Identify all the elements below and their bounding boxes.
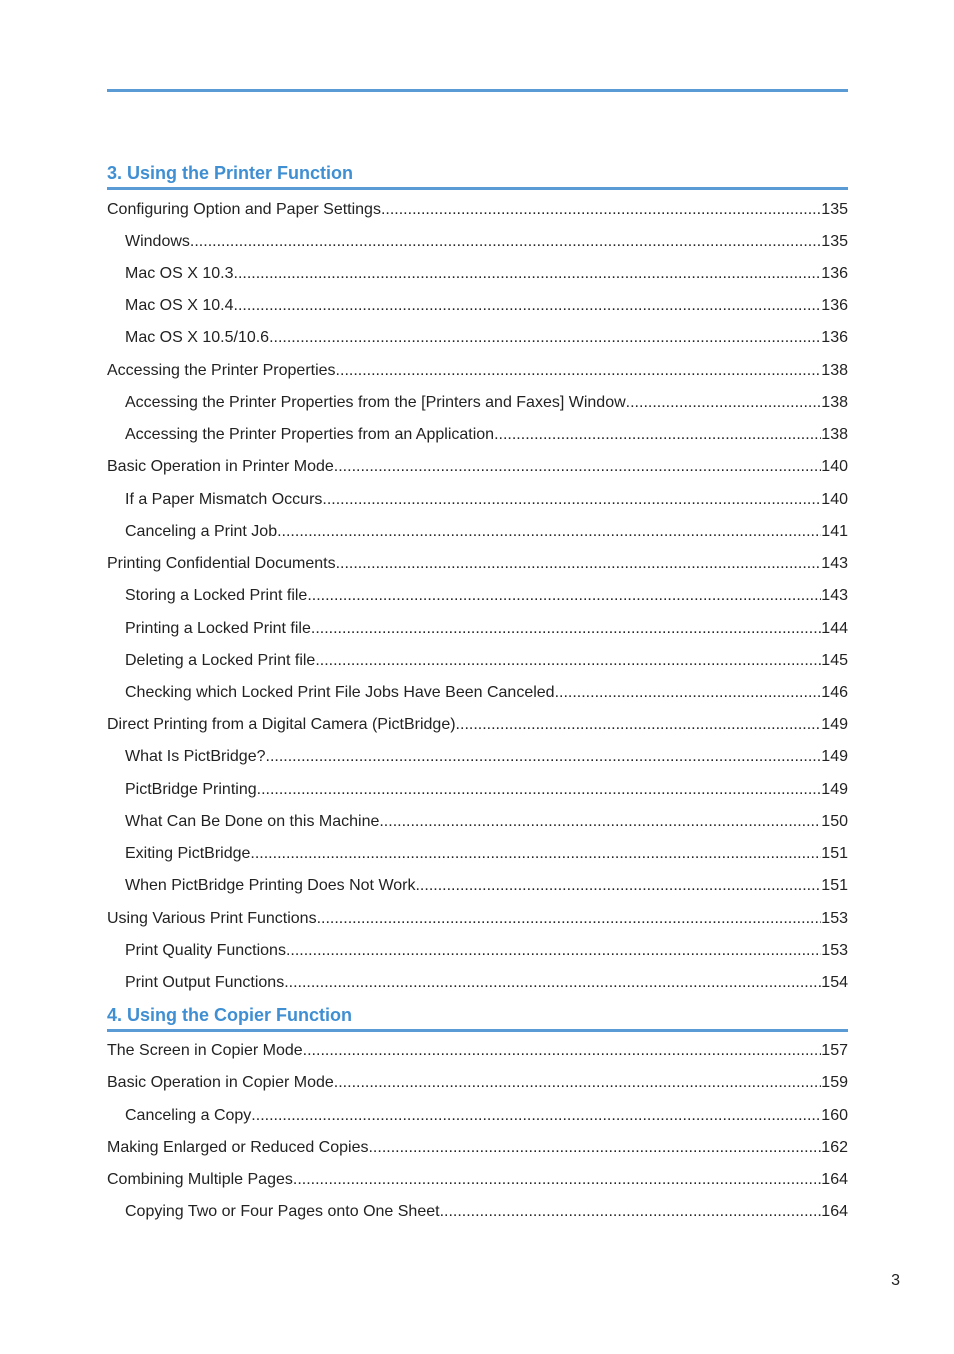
dot-leader: [286, 940, 821, 962]
toc-entry[interactable]: [125, 489, 848, 511]
toc-entry-label: Deleting a Locked Print file: [125, 652, 316, 669]
toc-entry-page: 149: [821, 781, 848, 798]
toc-entry-label: Exiting PictBridge: [125, 845, 251, 862]
toc-entry-page: 159: [821, 1074, 848, 1091]
toc-entry-page: 145: [821, 652, 848, 669]
toc-entry-label: Mac OS X 10.3: [125, 265, 234, 282]
toc-entry-label: Direct Printing from a Digital Camera (PictBridge): [107, 716, 456, 733]
dot-leader: [336, 553, 822, 575]
dot-leader: [251, 1105, 821, 1127]
toc-entry-label: Configuring Option and Paper Settings: [107, 201, 381, 218]
toc-entry[interactable]: [107, 199, 848, 221]
toc-entry-label: PictBridge Printing: [125, 781, 257, 798]
toc-entry-label: Copying Two or Four Pages onto One Sheet: [125, 1203, 440, 1220]
top-rule: [107, 89, 848, 92]
toc-entry-label: Making Enlarged or Reduced Copies: [107, 1139, 369, 1156]
toc-entry-page: 143: [821, 555, 848, 572]
toc-entry[interactable]: [125, 392, 848, 414]
toc-entry[interactable]: [125, 843, 848, 865]
toc-entry[interactable]: [125, 327, 848, 349]
section-rule: [107, 1029, 848, 1032]
toc-entry-label: When PictBridge Printing Does Not Work: [125, 877, 416, 894]
toc-entry-label: Print Output Functions: [125, 974, 285, 991]
toc-entry-page: 160: [821, 1107, 848, 1124]
dot-leader: [293, 1169, 821, 1191]
toc-entry-label: Mac OS X 10.5/10.6: [125, 329, 270, 346]
toc-entry[interactable]: [125, 263, 848, 285]
toc-entry-page: 157: [821, 1042, 848, 1059]
toc-entry-page: 151: [821, 845, 848, 862]
toc-entry[interactable]: [107, 456, 848, 478]
toc-entry-page: 135: [821, 233, 848, 250]
toc-entry[interactable]: [125, 1201, 848, 1223]
section-heading-printer[interactable]: [107, 158, 848, 190]
dot-leader: [303, 1040, 822, 1062]
toc-entry-label: Canceling a Print Job: [125, 523, 278, 540]
dot-leader: [284, 972, 821, 994]
dot-leader: [257, 779, 822, 801]
toc-entry[interactable]: [125, 618, 848, 640]
dot-leader: [250, 843, 821, 865]
toc-entry-label: Mac OS X 10.4: [125, 297, 234, 314]
toc-entry-page: 162: [821, 1139, 848, 1156]
toc-entry-label: Accessing the Printer Properties: [107, 362, 336, 379]
dot-leader: [494, 424, 821, 446]
dot-leader: [269, 327, 821, 349]
dot-leader: [317, 908, 822, 930]
dot-leader: [336, 360, 822, 382]
dot-leader: [234, 295, 822, 317]
toc-entry-label: Accessing the Printer Properties from an Application: [125, 426, 495, 443]
toc-entry[interactable]: [125, 746, 848, 768]
toc-entry-page: 140: [821, 458, 848, 475]
toc-entry[interactable]: [125, 682, 848, 704]
toc-entry-page: 150: [821, 813, 848, 830]
section-rule: [107, 187, 848, 190]
toc-entry-page: 164: [821, 1171, 848, 1188]
dot-leader: [277, 521, 821, 543]
toc-entry-page: 146: [821, 684, 848, 701]
toc-entry[interactable]: [125, 424, 848, 446]
toc-entry-page: 136: [821, 297, 848, 314]
toc-entry-label: Combining Multiple Pages: [107, 1171, 293, 1188]
toc-entry-page: 143: [821, 587, 848, 604]
toc-entry[interactable]: [107, 1072, 848, 1094]
toc-entry-page: 164: [821, 1203, 848, 1220]
toc-entry-label: Accessing the Printer Properties from the [Printers and Faxes] Window: [125, 394, 626, 411]
toc-entry-label: Canceling a Copy: [125, 1107, 252, 1124]
toc-entry-label: Printing Confidential Documents: [107, 555, 336, 572]
toc-entry[interactable]: [125, 811, 848, 833]
toc-entry-page: 138: [821, 362, 848, 379]
toc-entry-label: Basic Operation in Printer Mode: [107, 458, 334, 475]
dot-leader: [307, 585, 821, 607]
dot-leader: [234, 263, 822, 285]
toc-entry-label: Print Quality Functions: [125, 942, 286, 959]
toc-entry-page: 141: [821, 523, 848, 540]
dot-leader: [322, 489, 821, 511]
toc-entry[interactable]: [125, 972, 848, 994]
dot-leader: [368, 1137, 821, 1159]
toc-entry-label: If a Paper Mismatch Occurs: [125, 491, 323, 508]
dot-leader: [456, 714, 822, 736]
toc-entry[interactable]: [107, 360, 848, 382]
toc-entry[interactable]: [107, 1040, 848, 1062]
dot-leader: [555, 682, 822, 704]
toc-entry[interactable]: [125, 650, 848, 672]
toc-entry-page: 154: [821, 974, 848, 991]
section-heading-copier[interactable]: [107, 1000, 848, 1032]
dot-leader: [415, 875, 821, 897]
toc-entry[interactable]: [125, 585, 848, 607]
toc-entry-label: Printing a Locked Print file: [125, 620, 311, 637]
toc-entry-page: 151: [821, 877, 848, 894]
toc-entry[interactable]: [125, 295, 848, 317]
toc-entry-page: 140: [821, 491, 848, 508]
toc-entry-label: The Screen in Copier Mode: [107, 1042, 303, 1059]
toc-entry-page: 153: [821, 910, 848, 927]
toc-entry-page: 138: [821, 394, 848, 411]
toc-entry-label: What Is PictBridge?: [125, 748, 266, 765]
toc-entry-label: Using Various Print Functions: [107, 910, 317, 927]
toc-entry[interactable]: [125, 940, 848, 962]
toc-entry[interactable]: [125, 231, 848, 253]
toc-entry[interactable]: [107, 714, 848, 736]
section-title[interactable]: 4. Using the Copier Function: [107, 1005, 353, 1025]
toc-entry[interactable]: [107, 1137, 848, 1159]
dot-leader: [334, 456, 822, 478]
toc-entry[interactable]: [107, 908, 848, 930]
dot-leader: [626, 392, 822, 414]
page-number: 3: [891, 1272, 900, 1289]
toc-entry[interactable]: [125, 521, 848, 543]
toc-entry-label: What Can Be Done on this Machine: [125, 813, 380, 830]
toc-entry-label: Windows: [125, 233, 190, 250]
toc-entry-page: 149: [821, 716, 848, 733]
dot-leader: [311, 618, 821, 640]
toc-entry-label: Storing a Locked Print file: [125, 587, 308, 604]
toc-entry-label: Checking which Locked Print File Jobs Have Been Canceled: [125, 684, 555, 701]
dot-leader: [379, 811, 821, 833]
dot-leader: [266, 746, 822, 768]
dot-leader: [190, 231, 821, 253]
toc-entry-page: 153: [821, 942, 848, 959]
toc-entry-page: 149: [821, 748, 848, 765]
toc-entry[interactable]: [125, 1105, 848, 1127]
toc-entry-page: 138: [821, 426, 848, 443]
dot-leader: [315, 650, 821, 672]
toc-entry[interactable]: [107, 553, 848, 575]
section-title[interactable]: 3. Using the Printer Function: [107, 163, 354, 183]
dot-leader: [381, 199, 821, 221]
toc-entry-page: 135: [821, 201, 848, 218]
toc-entry-label: Basic Operation in Copier Mode: [107, 1074, 334, 1091]
dot-leader: [440, 1201, 822, 1223]
toc-entry[interactable]: [125, 875, 848, 897]
toc-entry-page: 136: [821, 329, 848, 346]
toc-entry-page: 144: [821, 620, 848, 637]
toc-entry[interactable]: [107, 1169, 848, 1191]
dot-leader: [334, 1072, 822, 1094]
toc-entry[interactable]: [125, 779, 848, 801]
toc-entry-page: 136: [821, 265, 848, 282]
